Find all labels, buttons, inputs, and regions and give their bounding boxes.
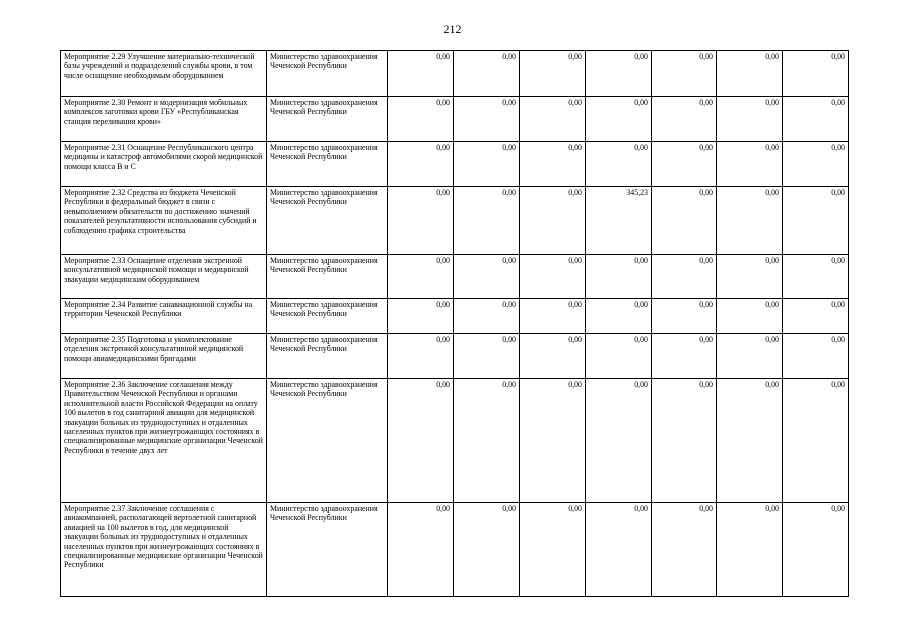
- value-cell-3: 0,00: [520, 97, 586, 142]
- responsible-executor-cell: Министерство здравоохранения Чеченской Республики: [267, 503, 388, 597]
- value-cell-1: 0,00: [388, 503, 454, 597]
- responsible-executor-cell: Министерство здравоохранения Чеченской Республики: [267, 51, 388, 97]
- value-cell-2: 0,00: [454, 142, 520, 187]
- value-cell-6: 0,00: [717, 334, 783, 379]
- table-row: [61, 255, 849, 299]
- value-cell-1: 0,00: [388, 334, 454, 379]
- value-cell-3: 0,00: [520, 51, 586, 97]
- responsible-executor-cell: Министерство здравоохранения Чеченской Республики: [267, 379, 388, 503]
- value-cell-2: 0,00: [454, 187, 520, 255]
- measure-name-cell: Мероприятие 2.36 Заключение соглашения между Правительством Чеченской Республики и органами исполнительной власти Российской Федерации на оплату 100 вылетов в год санитарной авиации для медицинской эвакуации больных из труднодоступных и отдаленных населенных пунктов при жизнеугрожающих состояниях в специализированные медицинские организации Чеченской Республики в течение двух лет: [61, 379, 267, 503]
- value-cell-4: 0,00: [586, 299, 652, 334]
- responsible-executor-cell: Министерство здравоохранения Чеченской Республики: [267, 255, 388, 299]
- value-cell-4: 0,00: [586, 51, 652, 97]
- value-cell-3: 0,00: [520, 379, 586, 503]
- value-cell-1: 0,00: [388, 379, 454, 503]
- table-row: [61, 299, 849, 334]
- table-row: [61, 334, 849, 379]
- value-cell-3: 0,00: [520, 255, 586, 299]
- measure-name-cell: Мероприятие 2.33 Оснащение отделения экстренной консультативной медицинской помощи и медицинской эвакуации медицинским оборудованием: [61, 255, 267, 299]
- value-cell-1: 0,00: [388, 97, 454, 142]
- table-row: [61, 379, 849, 503]
- value-cell-7: 0,00: [783, 299, 849, 334]
- value-cell-7: 0,00: [783, 334, 849, 379]
- value-cell-5: 0,00: [652, 255, 717, 299]
- table-row: [61, 97, 849, 142]
- responsible-executor-cell: Министерство здравоохранения Чеченской Республики: [267, 97, 388, 142]
- value-cell-6: 0,00: [717, 187, 783, 255]
- value-cell-5: 0,00: [652, 142, 717, 187]
- value-cell-5: 0,00: [652, 97, 717, 142]
- measure-name-cell: Мероприятие 2.29 Улучшение материально-технической базы учреждений и подразделений службы крови, в том числе оснащение необходимым оборудованием: [61, 51, 267, 97]
- value-cell-5: 0,00: [652, 51, 717, 97]
- value-cell-2: 0,00: [454, 299, 520, 334]
- value-cell-2: 0,00: [454, 503, 520, 597]
- table-row: [61, 503, 849, 597]
- value-cell-5: 0,00: [652, 187, 717, 255]
- value-cell-3: 0,00: [520, 187, 586, 255]
- value-cell-4: 0,00: [586, 379, 652, 503]
- value-cell-7: 0,00: [783, 51, 849, 97]
- value-cell-1: 0,00: [388, 187, 454, 255]
- value-cell-7: 0,00: [783, 142, 849, 187]
- value-cell-3: 0,00: [520, 503, 586, 597]
- value-cell-3: 0,00: [520, 299, 586, 334]
- value-cell-6: 0,00: [717, 142, 783, 187]
- value-cell-3: 0,00: [520, 142, 586, 187]
- value-cell-5: 0,00: [652, 379, 717, 503]
- responsible-executor-cell: Министерство здравоохранения Чеченской Республики: [267, 187, 388, 255]
- value-cell-6: 0,00: [717, 299, 783, 334]
- measure-name-cell: Мероприятие 2.31 Оснащение Республиканского центра медицины и катастроф автомобилями скорой медицинской помощи класса В и С: [61, 142, 267, 187]
- page-number: 212: [443, 22, 462, 36]
- measure-name-cell: Мероприятие 2.35 Подготовка и укомплектование отделения экстренной консультативной медицинской помощи авиамедицинскими бригадами: [61, 334, 267, 379]
- value-cell-2: 0,00: [454, 51, 520, 97]
- responsible-executor-cell: Министерство здравоохранения Чеченской Республики: [267, 142, 388, 187]
- value-cell-2: 0,00: [454, 334, 520, 379]
- value-cell-1: 0,00: [388, 51, 454, 97]
- value-cell-3: 0,00: [520, 334, 586, 379]
- measure-name-cell: Мероприятие 2.30 Ремонт и модернизация мобильных комплексов заготовки крови ГБУ «Республиканская станция переливания крови»: [61, 97, 267, 142]
- measure-name-cell: Мероприятие 2.37 Заключение соглашения с авиакомпанией, располагающей вертолетной санитарной авиацией на 100 вылетов в год, для медицинской эвакуации больных из труднодоступных и отдаленных населенных пунктов при жизнеугрожающих состояниях в специализированные медицинские организации Чеченской Республики: [61, 503, 267, 597]
- value-cell-5: 0,00: [652, 503, 717, 597]
- measure-name-cell: Мероприятие 2.34 Развитие санавиационной службы на территории Чеченской Республики: [61, 299, 267, 334]
- measure-name-cell: Мероприятие 2.32 Средства из бюджета Чеченской Республики в федеральный бюджет в связи с невыполнением обязательств по достижению значений показателей результативности использования субсидий и соблюдению графика строительства: [61, 187, 267, 255]
- program-measures-table: [60, 50, 849, 597]
- value-cell-2: 0,00: [454, 255, 520, 299]
- table-row: [61, 51, 849, 97]
- value-cell-6: 0,00: [717, 51, 783, 97]
- value-cell-4: 0,00: [586, 142, 652, 187]
- value-cell-6: 0,00: [717, 503, 783, 597]
- value-cell-4: 0,00: [586, 334, 652, 379]
- value-cell-7: 0,00: [783, 503, 849, 597]
- value-cell-4: 0,00: [586, 97, 652, 142]
- value-cell-1: 0,00: [388, 142, 454, 187]
- responsible-executor-cell: Министерство здравоохранения Чеченской Республики: [267, 299, 388, 334]
- value-cell-7: 0,00: [783, 255, 849, 299]
- value-cell-6: 0,00: [717, 97, 783, 142]
- table-row: [61, 142, 849, 187]
- table-body: [61, 51, 849, 597]
- table-row: [61, 187, 849, 255]
- value-cell-1: 0,00: [388, 255, 454, 299]
- value-cell-4: 345,23: [586, 187, 652, 255]
- value-cell-7: 0,00: [783, 187, 849, 255]
- value-cell-4: 0,00: [586, 503, 652, 597]
- value-cell-7: 0,00: [783, 379, 849, 503]
- value-cell-7: 0,00: [783, 97, 849, 142]
- responsible-executor-cell: Министерство здравоохранения Чеченской Республики: [267, 334, 388, 379]
- value-cell-6: 0,00: [717, 255, 783, 299]
- value-cell-5: 0,00: [652, 299, 717, 334]
- value-cell-5: 0,00: [652, 334, 717, 379]
- value-cell-1: 0,00: [388, 299, 454, 334]
- value-cell-4: 0,00: [586, 255, 652, 299]
- value-cell-2: 0,00: [454, 97, 520, 142]
- value-cell-2: 0,00: [454, 379, 520, 503]
- value-cell-6: 0,00: [717, 379, 783, 503]
